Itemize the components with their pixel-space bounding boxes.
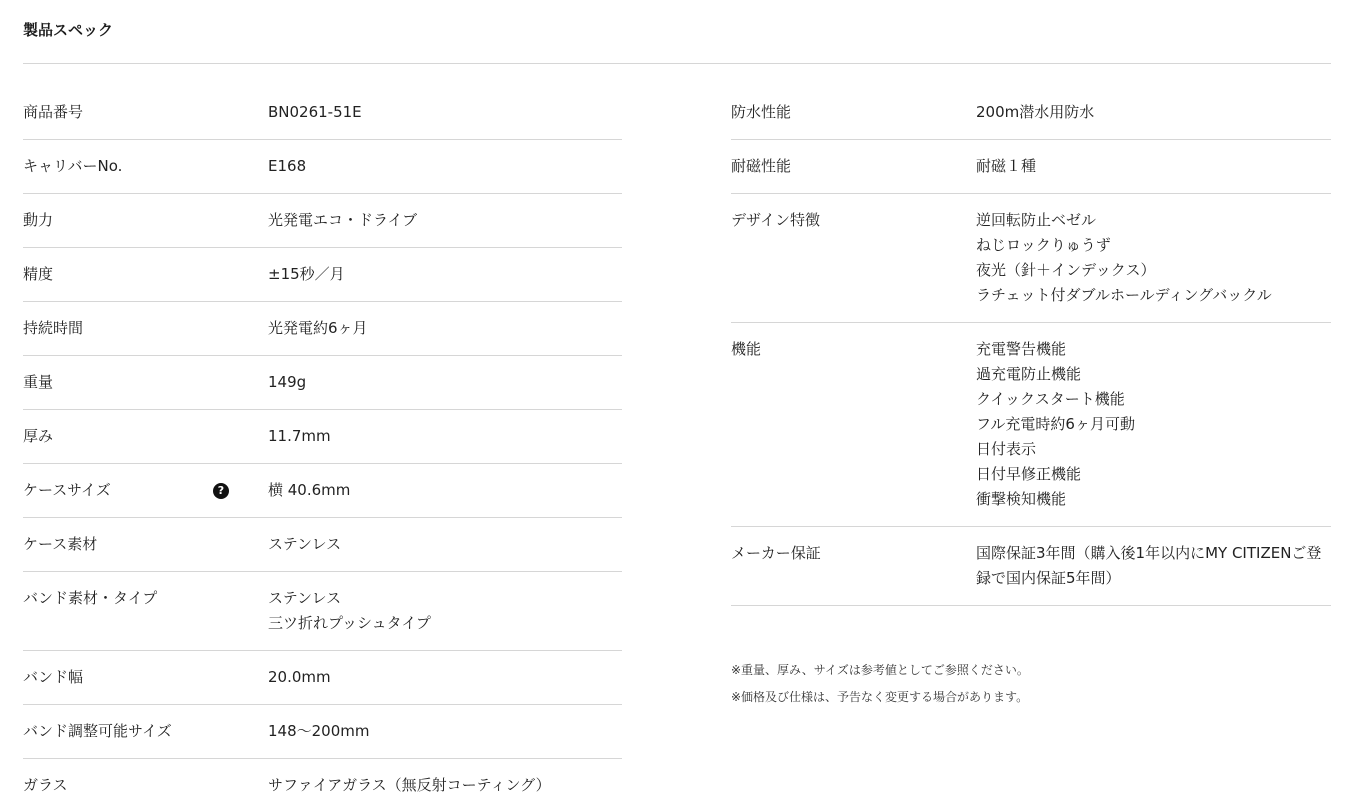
spec-row (23, 194, 622, 248)
spec-value-line: 国際保証3年間（購入後1年以内にMY CITIZENご登録で国内保証5年間） (976, 544, 1322, 587)
spec-row (731, 86, 1331, 140)
spec-value (976, 154, 1331, 179)
spec-value (268, 370, 622, 395)
spec-label (23, 316, 268, 341)
spec-value-line: ±15秒／月 (268, 265, 345, 283)
spec-value-line: 11.7mm (268, 427, 331, 445)
spec-row (23, 705, 622, 759)
note-text: ※価格及び仕様は、予告なく変更する場合があります。 (731, 690, 1029, 704)
spec-label-text: 機能 (731, 340, 762, 358)
help-icon[interactable]: ? (213, 483, 229, 499)
product-spec-section (23, 0, 1331, 794)
spec-row (23, 464, 622, 518)
spec-value-line: 日付早修正機能 (976, 465, 1082, 483)
spec-value-line: サファイアガラス（無反射コーティング） (268, 776, 551, 794)
spec-label-text: デザイン特徴 (731, 211, 820, 229)
spec-value-line: 横 40.6mm (268, 481, 351, 499)
section-title: 製品スペック (23, 21, 114, 39)
spec-table-left (23, 86, 622, 812)
spec-label (23, 478, 268, 503)
spec-label (23, 154, 268, 179)
spec-label-text: バンド調整可能サイズ (23, 722, 172, 740)
spec-label (731, 337, 976, 512)
spec-row (23, 86, 622, 140)
spec-label-text: 動力 (23, 211, 54, 229)
spec-notes (731, 657, 1331, 711)
spec-label-text: メーカー保証 (731, 544, 821, 562)
title-divider (23, 63, 1331, 64)
spec-value-line: E168 (268, 157, 307, 175)
spec-label-text: ガラス (23, 776, 68, 794)
spec-value-line: 充電警告機能 (976, 340, 1067, 358)
spec-row (23, 302, 622, 356)
spec-label (23, 100, 268, 125)
spec-label (731, 100, 976, 125)
spec-value (268, 262, 622, 287)
spec-value (268, 665, 622, 690)
spec-label-text: バンド素材・タイプ (23, 589, 158, 607)
spec-value-line: クイックスタート機能 (976, 390, 1125, 408)
spec-value-line: 過充電防止機能 (976, 365, 1082, 383)
spec-row (23, 651, 622, 705)
spec-value-line: 耐磁１種 (976, 157, 1037, 175)
spec-value-line: フル充電時約6ヶ月可動 (976, 415, 1135, 433)
spec-label-text: ケースサイズ (23, 481, 111, 499)
spec-label-text: 精度 (23, 265, 54, 283)
spec-label-text: 重量 (23, 373, 54, 391)
spec-value-line: 衝撃検知機能 (976, 490, 1067, 508)
spec-value (268, 532, 622, 557)
spec-value (976, 541, 1331, 591)
spec-row (23, 518, 622, 572)
spec-row (731, 194, 1331, 323)
spec-value (976, 337, 1331, 512)
spec-label (23, 773, 268, 798)
spec-label (23, 532, 268, 557)
spec-value-line: 三ツ折れプッシュタイプ (268, 614, 431, 632)
spec-row (23, 356, 622, 410)
spec-value-line: ねじロックりゅうず (976, 236, 1111, 254)
spec-row (731, 527, 1331, 606)
spec-value-line: 200m潜水用防水 (976, 103, 1095, 121)
spec-value (268, 773, 622, 798)
spec-row (731, 140, 1331, 194)
spec-label (23, 370, 268, 395)
spec-value (268, 478, 622, 503)
spec-value-line: 光発電約6ヶ月 (268, 319, 368, 337)
spec-label (23, 262, 268, 287)
spec-value-line: ラチェット付ダブルホールディングバックル (976, 286, 1272, 304)
spec-label (23, 719, 268, 744)
spec-value-line: 光発電エコ・ドライブ (268, 211, 418, 229)
spec-value-line: 夜光（針＋インデックス） (976, 261, 1156, 279)
spec-value-line: 148〜200mm (268, 722, 370, 740)
spec-row (23, 572, 622, 651)
spec-value-line: ステンレス (268, 535, 342, 553)
spec-value-line: 20.0mm (268, 668, 331, 686)
spec-row (23, 759, 622, 812)
spec-label-text: 持続時間 (23, 319, 84, 337)
spec-label (23, 424, 268, 449)
spec-label (731, 541, 976, 591)
spec-value-line: 逆回転防止ベゼル (976, 211, 1097, 229)
spec-label-text: 厚み (23, 427, 54, 445)
spec-row (23, 140, 622, 194)
spec-value (976, 100, 1331, 125)
spec-label-text: ケース素材 (23, 535, 98, 553)
spec-label-text: 防水性能 (731, 103, 792, 121)
spec-row (23, 248, 622, 302)
spec-value (976, 208, 1331, 308)
spec-label (731, 154, 976, 179)
spec-label (731, 208, 976, 308)
spec-label-text: バンド幅 (23, 668, 84, 686)
spec-value-line: 日付表示 (976, 440, 1037, 458)
spec-value (268, 208, 622, 233)
spec-value (268, 586, 622, 636)
spec-value-line: ステンレス (268, 589, 342, 607)
spec-value-line: BN0261-51E (268, 103, 362, 121)
spec-value (268, 424, 622, 449)
spec-label-text: キャリバーNo. (23, 157, 123, 175)
spec-label-text: 耐磁性能 (731, 157, 792, 175)
spec-table-right (731, 86, 1331, 606)
spec-value (268, 154, 622, 179)
spec-label (23, 208, 268, 233)
spec-row (731, 323, 1331, 527)
spec-label (23, 665, 268, 690)
spec-value (268, 719, 622, 744)
spec-row (23, 410, 622, 464)
spec-value-line: 149g (268, 373, 307, 391)
spec-label (23, 586, 268, 636)
note-text: ※重量、厚み、サイズは参考値としてご参照ください。 (731, 663, 1029, 677)
spec-value (268, 100, 622, 125)
spec-label-text: 商品番号 (23, 103, 84, 121)
spec-value (268, 316, 622, 341)
